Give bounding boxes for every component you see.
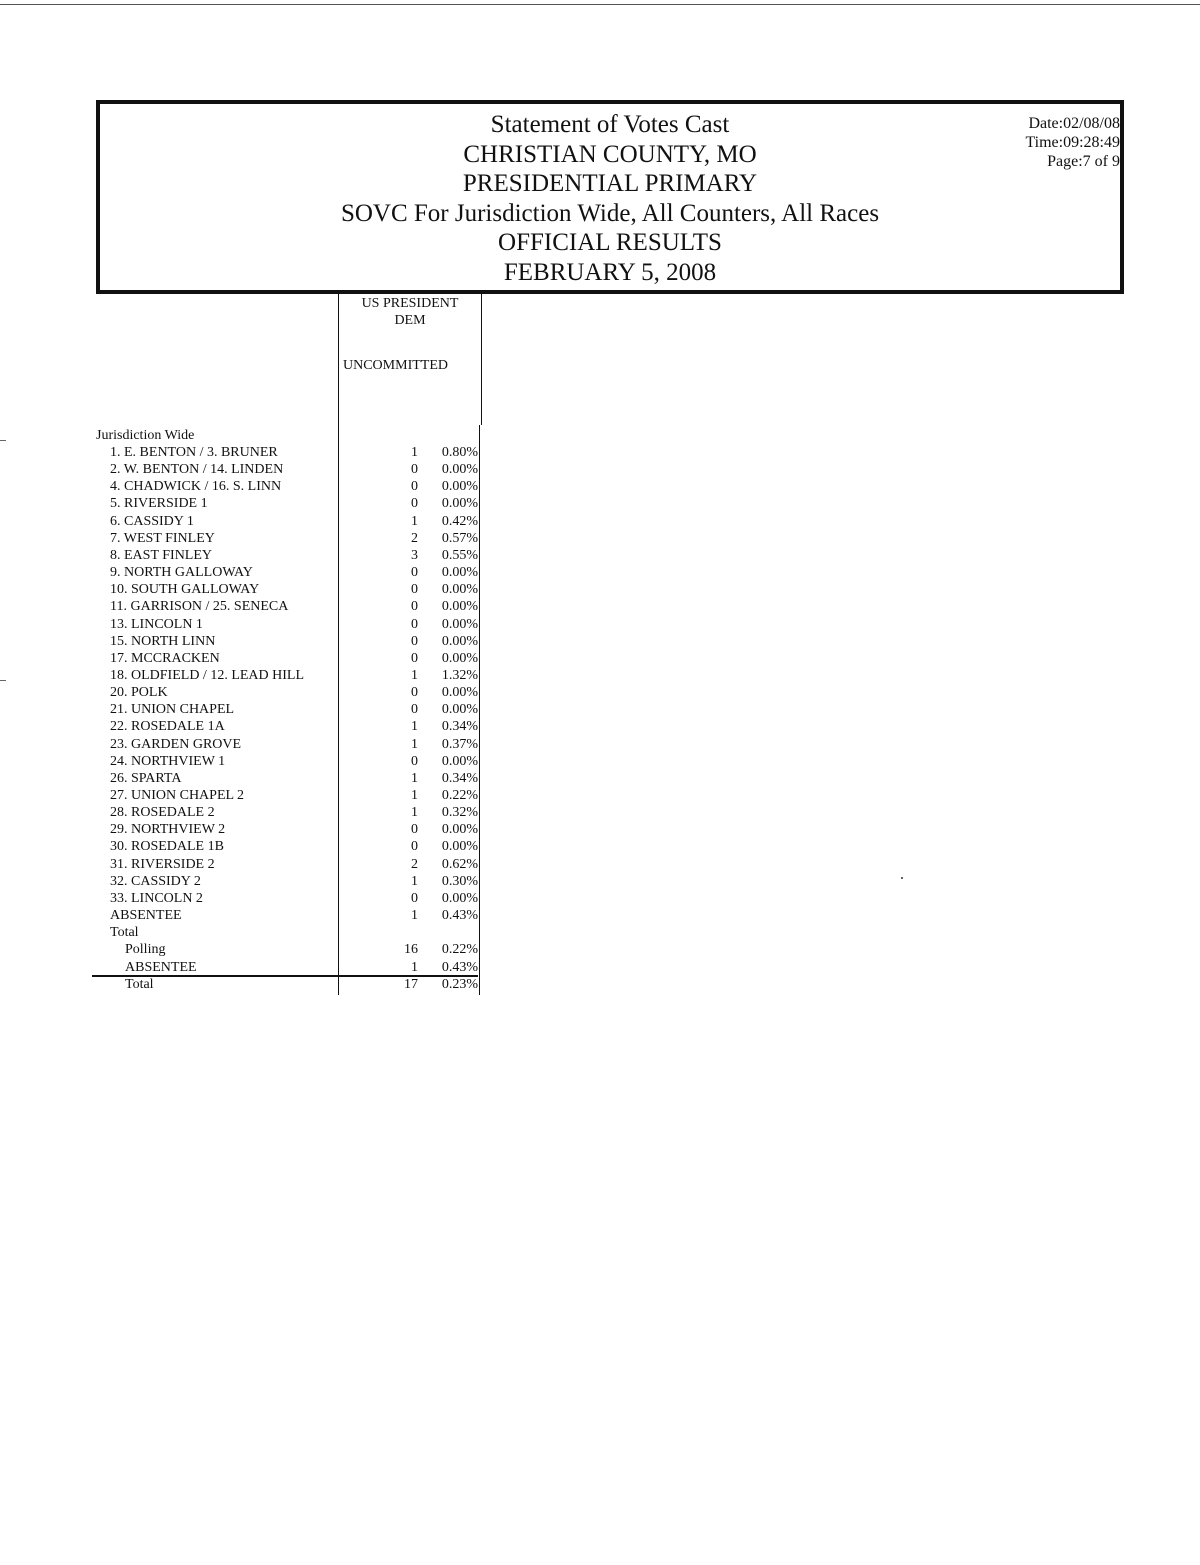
precinct-name: 11. GARRISON / 25. SENECA — [110, 599, 289, 615]
print-date: Date:02/08/08 — [1028, 115, 1120, 132]
vote-count: 0 — [411, 565, 418, 581]
vote-count: 1 — [411, 736, 418, 752]
vote-percent: 0.00% — [441, 685, 478, 701]
page-number: Page:7 of 9 — [1047, 153, 1120, 170]
vote-count: 3 — [411, 547, 418, 563]
vote-count: 1 — [411, 908, 418, 924]
vote-percent: 0.62% — [441, 856, 478, 872]
precinct-name: 28. ROSEDALE 2 — [110, 805, 215, 821]
vote-count: 1 — [411, 719, 418, 735]
vote-percent: 0.00% — [441, 890, 478, 906]
county-title: CHRISTIAN COUNTY, MO — [463, 140, 757, 168]
vote-percent: 0.32% — [441, 805, 478, 821]
vote-percent: 1.32% — [441, 667, 478, 683]
precinct-name: 22. ROSEDALE 1A — [110, 719, 225, 735]
vote-count: 0 — [411, 496, 418, 512]
vote-percent: 0.34% — [441, 770, 478, 786]
section-label: Jurisdiction Wide — [96, 428, 195, 443]
vote-percent: 0.00% — [441, 616, 478, 632]
race-party: DEM — [394, 313, 426, 328]
vote-count: 0 — [411, 479, 418, 495]
precinct-name: 33. LINCOLN 2 — [110, 890, 203, 906]
vote-percent: 0.00% — [441, 496, 478, 512]
vote-percent: 0.00% — [441, 633, 478, 649]
vote-count: 1 — [411, 788, 418, 803]
vote-percent: 0.00% — [441, 753, 478, 769]
precinct-name: Total — [125, 976, 154, 992]
report-titles — [100, 110, 1120, 288]
vote-percent: 0.22% — [441, 942, 478, 958]
vote-count: 1 — [411, 445, 418, 460]
vote-count: 0 — [411, 582, 418, 598]
precinct-name: 30. ROSEDALE 1B — [110, 839, 224, 855]
vote-count: 1 — [411, 959, 418, 975]
vote-percent: 0.00% — [441, 702, 478, 718]
vote-count: 16 — [404, 942, 418, 958]
precinct-name: 7. WEST FINLEY — [110, 530, 215, 546]
vote-count: 2 — [411, 530, 418, 546]
vote-count: 0 — [411, 685, 418, 701]
vote-count: 0 — [411, 890, 418, 906]
precinct-name: 2. W. BENTON / 14. LINDEN — [110, 462, 284, 478]
report-meta — [1025, 114, 1120, 171]
vote-percent: 0.00% — [441, 479, 478, 495]
race-office: US PRESIDENT — [361, 296, 459, 311]
vote-percent: 0.57% — [441, 530, 478, 546]
vote-percent: 0.30% — [441, 873, 478, 889]
vote-count: 0 — [411, 839, 418, 855]
vote-count: 0 — [411, 753, 418, 769]
vote-percent: 0.22% — [441, 788, 478, 803]
report-scope: SOVC For Jurisdiction Wide, All Counters, All Races — [340, 199, 880, 227]
vote-percent: 0.00% — [441, 599, 478, 615]
vote-percent: 0.00% — [441, 462, 478, 478]
totals-underline — [92, 975, 478, 977]
choice-name: UNCOMMITTED — [343, 358, 448, 373]
vote-percent: 0.37% — [441, 736, 478, 752]
vote-percent: 0.42% — [441, 513, 478, 529]
precinct-name: 13. LINCOLN 1 — [110, 616, 203, 632]
vote-count: 0 — [411, 650, 418, 666]
column-right-rule — [479, 425, 480, 995]
scan-margin-mark — [0, 680, 6, 681]
race-name — [339, 295, 481, 329]
precinct-name: 27. UNION CHAPEL 2 — [110, 788, 245, 803]
vote-percent: 0.00% — [441, 650, 478, 666]
vote-count: 1 — [411, 873, 418, 889]
precinct-name: 29. NORTHVIEW 2 — [110, 822, 226, 838]
vote-count: 1 — [411, 513, 418, 529]
precinct-name: 24. NORTHVIEW 1 — [110, 753, 226, 769]
vote-percent: 0.34% — [441, 719, 478, 735]
precinct-name: 8. EAST FINLEY — [110, 547, 213, 563]
report-title: Statement of Votes Cast — [490, 111, 730, 138]
precinct-name: 4. CHADWICK / 16. S. LINN — [110, 479, 282, 495]
vote-percent: 0.43% — [441, 908, 478, 924]
precinct-name: 32. CASSIDY 2 — [110, 873, 201, 889]
precinct-name: ABSENTEE — [110, 908, 182, 924]
vote-count: 0 — [411, 633, 418, 649]
vote-percent: 0.00% — [441, 822, 478, 838]
precinct-name: 9. NORTH GALLOWAY — [110, 565, 253, 581]
column-left-rule — [338, 425, 339, 995]
vote-count: 0 — [411, 822, 418, 838]
vote-count: 17 — [404, 976, 418, 992]
precinct-name: 26. SPARTA — [110, 770, 182, 786]
vote-count: 1 — [411, 805, 418, 821]
precinct-name: 10. SOUTH GALLOWAY — [110, 582, 260, 598]
vote-percent: 0.00% — [441, 839, 478, 855]
vote-count: 0 — [411, 616, 418, 632]
precinct-name: 18. OLDFIELD / 12. LEAD HILL — [110, 667, 305, 683]
precinct-name: Polling — [125, 942, 166, 958]
vote-count: 2 — [411, 856, 418, 872]
vote-percent: 0.00% — [441, 565, 478, 581]
precinct-name: 23. GARDEN GROVE — [110, 736, 242, 752]
vote-count: 1 — [411, 667, 418, 683]
precinct-name: 5. RIVERSIDE 1 — [110, 496, 208, 512]
election-date: FEBRUARY 5, 2008 — [503, 258, 717, 286]
vote-percent: 0.00% — [441, 582, 478, 598]
vote-count: 0 — [411, 462, 418, 478]
race-column-header — [338, 293, 482, 425]
print-time: Time:09:28:49 — [1025, 134, 1120, 151]
scan-edge-line — [0, 4, 1200, 5]
vote-percent: 0.23% — [441, 976, 478, 992]
scan-speck — [901, 877, 903, 879]
precinct-name: Total — [110, 925, 139, 941]
vote-count: 0 — [411, 702, 418, 718]
precinct-name: 1. E. BENTON / 3. BRUNER — [110, 445, 278, 460]
vote-count: 0 — [411, 599, 418, 615]
scan-margin-mark — [0, 440, 6, 441]
election-title: PRESIDENTIAL PRIMARY — [462, 170, 758, 198]
vote-percent: 0.80% — [441, 445, 478, 460]
precinct-name: 31. RIVERSIDE 2 — [110, 856, 215, 872]
vote-percent: 0.55% — [441, 547, 478, 563]
precinct-name: 6. CASSIDY 1 — [110, 513, 194, 529]
precinct-name: ABSENTEE — [125, 959, 197, 975]
precinct-name: 17. MCCRACKEN — [110, 650, 220, 666]
precinct-name: 15. NORTH LINN — [110, 633, 216, 649]
report-header — [96, 100, 1124, 294]
results-status: OFFICIAL RESULTS — [498, 229, 722, 257]
vote-count: 1 — [411, 770, 418, 786]
precinct-name: 20. POLK — [110, 685, 168, 701]
precinct-name: 21. UNION CHAPEL — [110, 702, 235, 718]
vote-percent: 0.43% — [441, 959, 478, 975]
